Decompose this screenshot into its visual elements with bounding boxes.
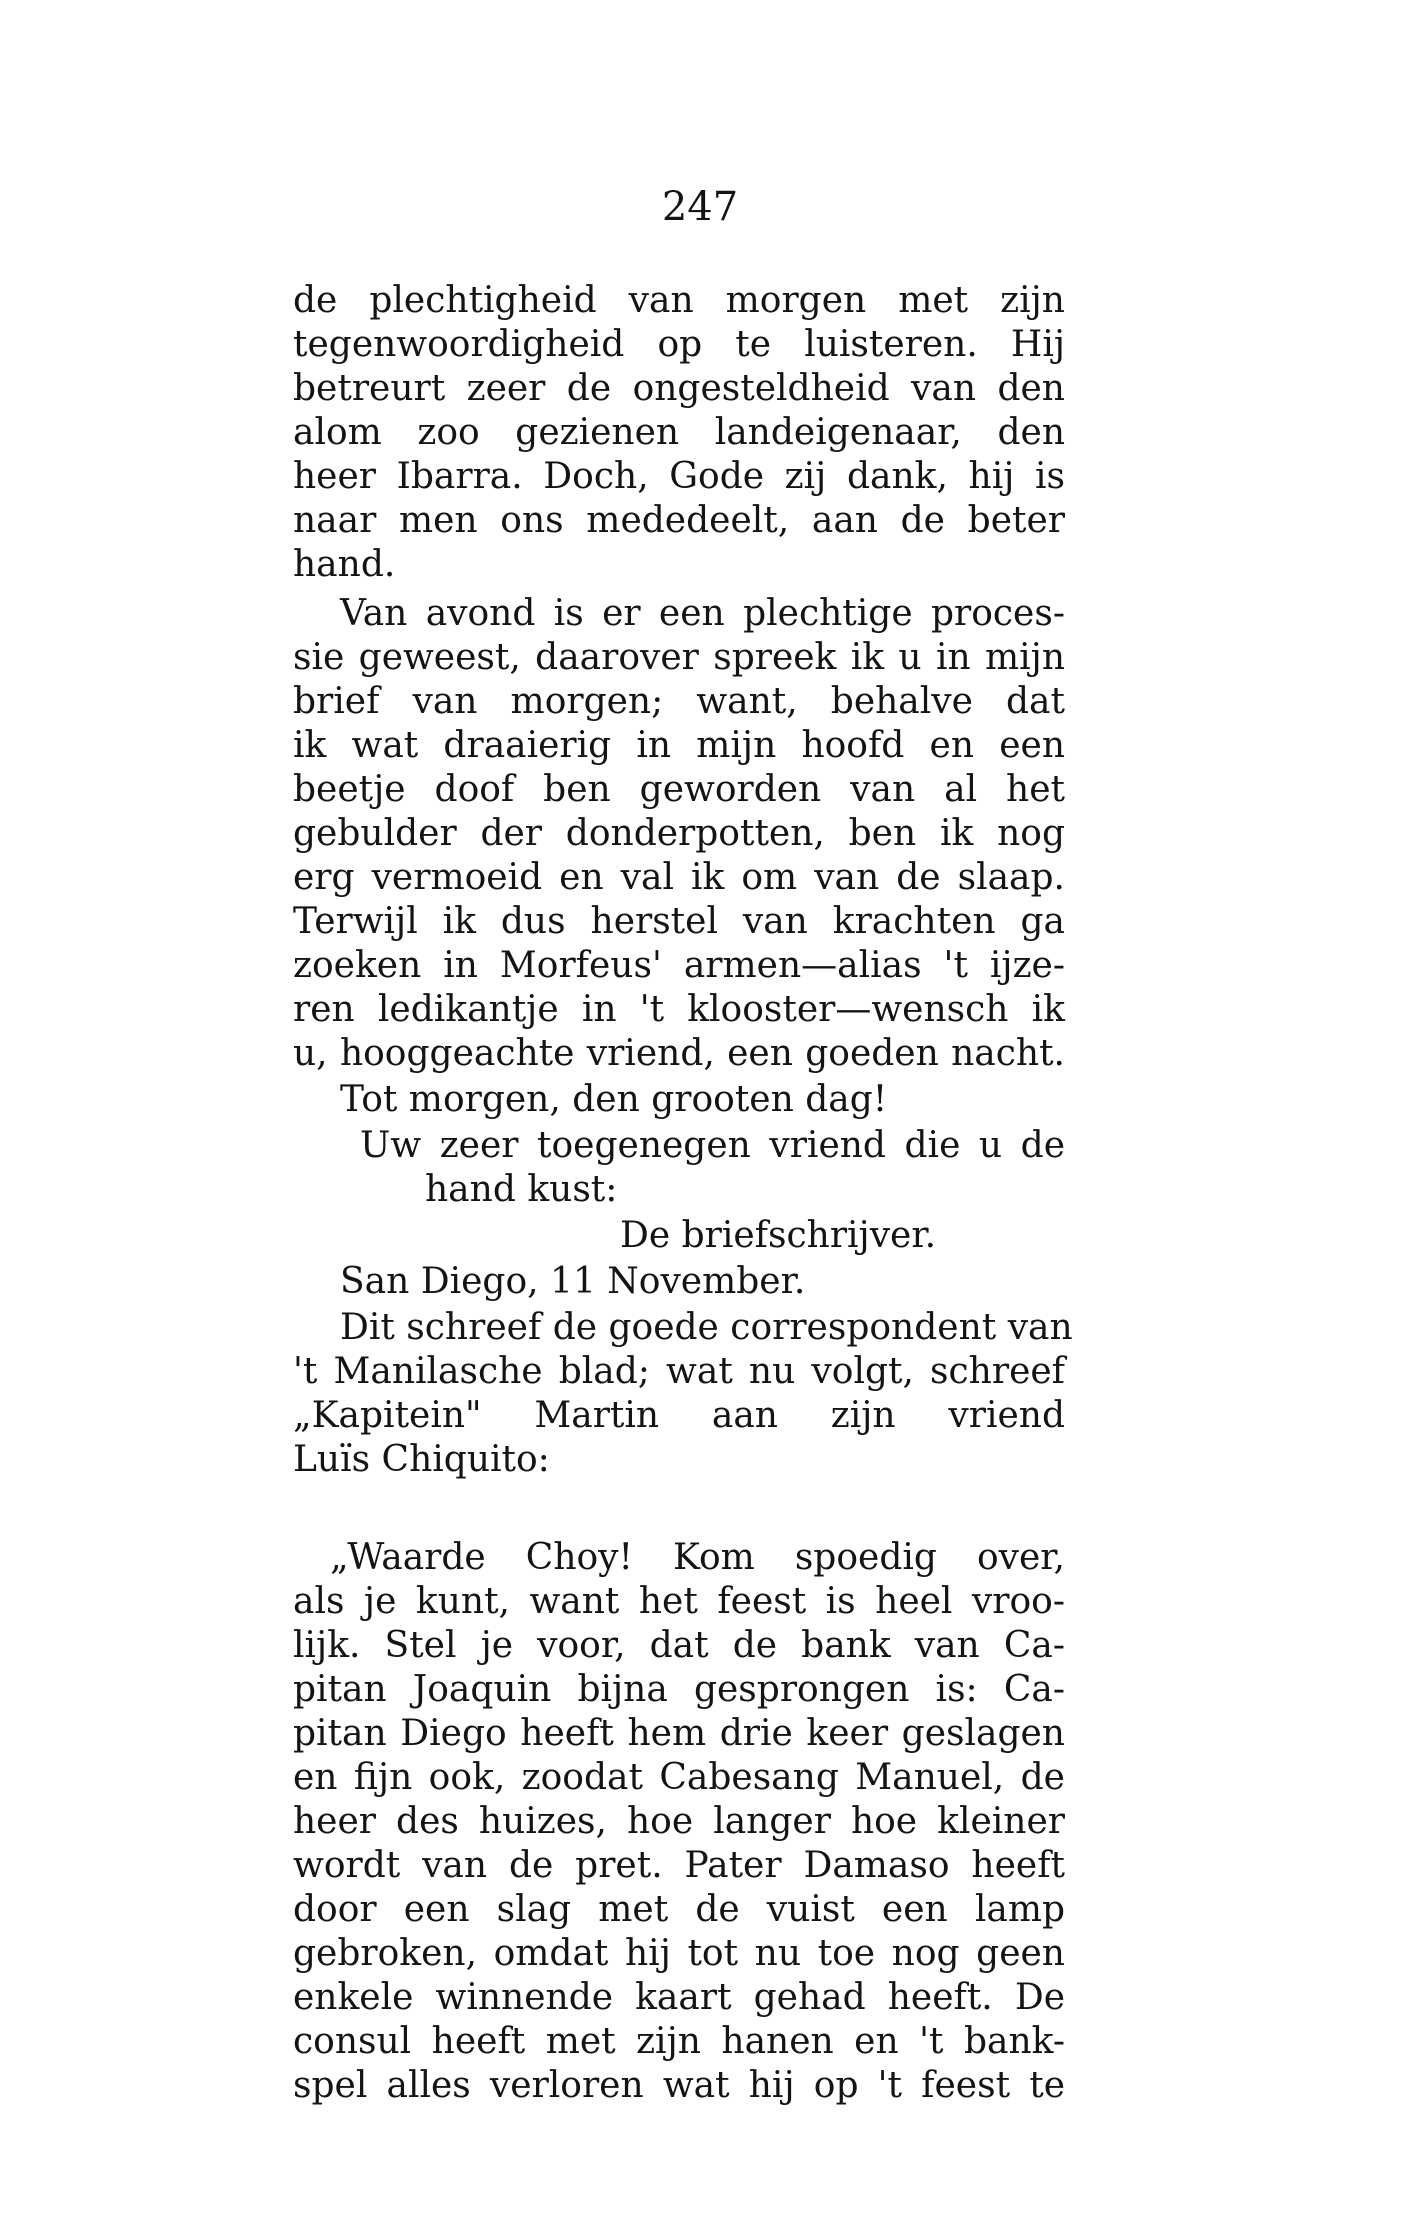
- letter-line: enkele winnende kaart gehad heeft. De: [293, 1977, 1065, 2018]
- letter-line: wordt van de pret. Pater Damaso heeft: [293, 1845, 1065, 1886]
- closing-line: Uw zeer toegenegen vriend die u de: [360, 1125, 1065, 1166]
- text-line: betreurt zeer de ongesteldheid van den: [293, 368, 1065, 409]
- text-line: sie geweest, daarover spreek ik u in mijn: [293, 637, 1065, 678]
- letter-line: en fijn ook, zoodat Cabesang Manuel, de: [293, 1757, 1065, 1798]
- text-line: de plechtigheid van morgen met zijn: [293, 280, 1065, 321]
- text-line: brief van morgen; want, behalve dat: [293, 681, 1065, 722]
- text-line: erg vermoeid en val ik om van de slaap.: [293, 857, 1065, 898]
- text-line: „Kapitein" Martin aan zijn vriend: [293, 1395, 1065, 1436]
- text-line: u, hooggeachte vriend, een goeden nacht.: [293, 1033, 1065, 1074]
- letter-line: pitan Joaquin bijna gesprongen is: Ca-: [293, 1669, 1065, 1710]
- page-number: 247: [661, 184, 739, 230]
- letter-line: lijk. Stel je voor, dat de bank van Ca-: [293, 1625, 1065, 1666]
- text-line: 't Manilasche blad; wat nu volgt, schreef: [293, 1351, 1065, 1392]
- text-line: naar men ons mededeelt, aan de beter: [293, 500, 1065, 541]
- text-line: zoeken in Morfeus' armen—alias 't ijze-: [293, 945, 1065, 986]
- letter-line: als je kunt, want het feest is heel vroo-: [293, 1581, 1065, 1622]
- letter-line: consul heeft met zijn hanen en 't bank-: [293, 2021, 1065, 2062]
- letter-line: door een slag met de vuist een lamp: [293, 1889, 1065, 1930]
- text-line: ren ledikantje in 't klooster—wensch ik: [293, 989, 1065, 1030]
- text-line: Terwijl ik dus herstel van krachten ga: [293, 901, 1065, 942]
- date-line: San Diego, 11 November.: [340, 1261, 806, 1302]
- closing-line: hand kust:: [425, 1169, 618, 1210]
- text-line: beetje doof ben geworden van al het: [293, 769, 1065, 810]
- letter-line: pitan Diego heeft hem drie keer geslagen: [293, 1713, 1065, 1754]
- text-line: tegenwoordigheid op te luisteren. Hij: [293, 324, 1065, 365]
- letter-line: „Waarde Choy! Kom spoedig over,: [330, 1537, 1065, 1578]
- letter-line: spel alles verloren wat hij op 't feest te: [293, 2065, 1065, 2106]
- text-line: alom zoo gezienen landeigenaar, den: [293, 412, 1065, 453]
- text-line: ik wat draaierig in mijn hoofd en een: [293, 725, 1065, 766]
- text-line: Van avond is er een plechtige proces-: [340, 593, 1065, 634]
- letter-line: heer des huizes, hoe langer hoe kleiner: [293, 1801, 1065, 1842]
- letter-line: gebroken, omdat hij tot nu toe nog geen: [293, 1933, 1065, 1974]
- signature-line: De briefschrijver.: [620, 1215, 937, 1256]
- text-line: gebulder der donderpotten, ben ik nog: [293, 813, 1065, 854]
- text-line: hand.: [293, 544, 396, 585]
- text-line: Dit schreef de goede correspondent van: [340, 1307, 1073, 1348]
- text-line: heer Ibarra. Doch, Gode zij dank, hij is: [293, 456, 1065, 497]
- text-line: Tot morgen, den grooten dag!: [340, 1079, 888, 1120]
- text-line: Luïs Chiquito:: [293, 1439, 550, 1480]
